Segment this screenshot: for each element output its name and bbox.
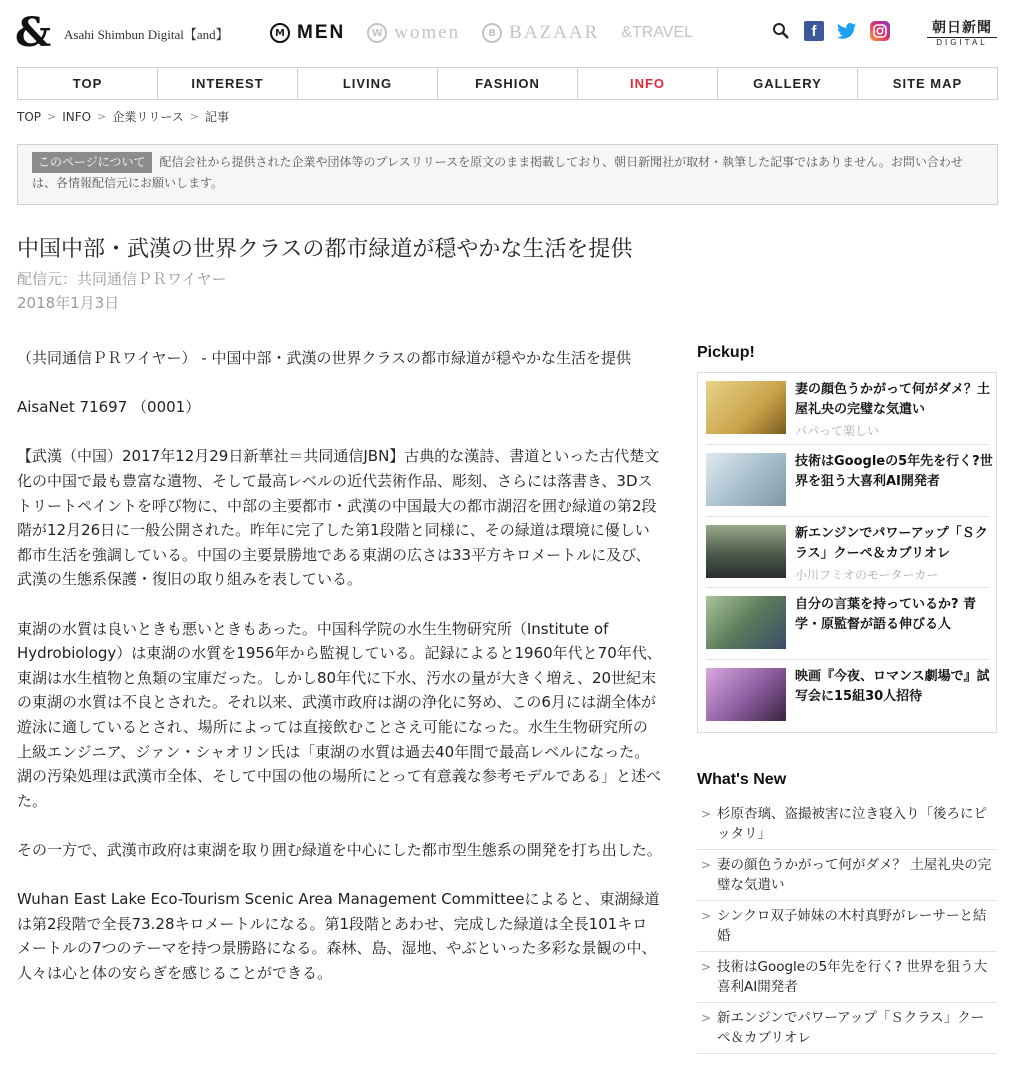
chevron-right-icon: > (47, 110, 57, 123)
logo-text[interactable]: Asahi Shimbun Digital【and】 (64, 27, 229, 42)
article-paragraph: 【武漢（中国）2017年12月29日新華社＝共同通信JBN】古典的な漢詩、書道といった古代楚文化の中国で最も豊富な遺物、そして最高レベルの近代芸術作品、彫刻、さらには落書き、3Dストリートペイントを呼び物に、中部の主要都市・武漢の中国最大の都市湖沼を囲む緑道の第2段階が12月26日に一般公開された。昨年に完了した第1段階と同様に、その緑道は環境に優しい都市生活を強調している。中国の主要景勝地である東湖の広さは33平方キロメートルに及び、武漢の生態系保護・復旧の取り組みを表している。 (17, 447, 660, 589)
whatsnew-title[interactable]: 杉原杏璃、盗撮被害に泣き寝入り「後ろにピッタリ」 (717, 806, 987, 842)
whatsnew-title[interactable]: 技術はGoogleの5年先を行く? 世界を狙う大喜利AI開発者 (717, 959, 988, 995)
pickup-item[interactable] (706, 445, 993, 517)
brand-women-link[interactable] (367, 22, 460, 44)
article-paragraph: その一方で、武漢市政府は東湖を取り囲む緑道を中心にした都市型生態系の開発を打ち出した。 (17, 840, 662, 859)
pickup-item[interactable] (706, 588, 988, 660)
whatsnew-list (697, 799, 997, 1054)
search-icon[interactable] (771, 21, 791, 41)
instagram-icon[interactable] (870, 21, 890, 41)
pickup-thumbnail[interactable] (706, 381, 786, 434)
asahi-logo-en: DIGITAL (927, 37, 997, 47)
article-title: 中国中部・武漢の世界クラスの都市緑道が穏やかな生活を提供 (17, 237, 633, 262)
twitter-icon[interactable] (837, 21, 857, 41)
chevron-right-icon: > (701, 858, 712, 872)
brand-label: BAZAAR (509, 22, 600, 43)
pickup-title[interactable]: 妻の顔色うかがって何がダメ？土屋礼央の完璧な気遣い (795, 382, 991, 417)
chevron-right-icon: > (97, 110, 107, 123)
page-notice (17, 144, 998, 205)
chevron-right-icon: > (189, 110, 199, 123)
brand-nav (270, 18, 715, 48)
pickup-thumbnail[interactable] (706, 453, 786, 506)
pickup-title[interactable]: 映画『今夜、ロマンス劇場で』試写会に15組30人招待 (795, 669, 990, 705)
whatsnew-item[interactable] (697, 952, 997, 1003)
and-logo[interactable]: & (15, 9, 52, 56)
header-icons (771, 21, 903, 41)
article-date: 2018年1月3日 (17, 294, 120, 312)
menu-item-top[interactable]: TOP (18, 68, 158, 99)
menu-item-info[interactable]: INFO (578, 68, 718, 99)
chevron-right-icon: > (701, 807, 712, 821)
men-circle-icon: M (270, 23, 290, 43)
article-paragraph: AisaNet 71697 （0001） (17, 398, 201, 417)
women-circle-icon: W (367, 23, 387, 43)
pickup-title[interactable]: 技術はGoogleの5年先を行く?世界を狙う大喜利AI開発者 (795, 453, 993, 489)
whatsnew-title[interactable]: 新エンジンでパワーアップ「Ｓクラス」クーペ＆カブリオレ (717, 1010, 985, 1046)
whatsnew-item[interactable] (697, 799, 997, 850)
article-source: 配信元：共同通信ＰＲワイヤー (17, 270, 227, 288)
brand-bazaar-link[interactable] (482, 22, 599, 44)
chevron-right-icon: > (701, 909, 712, 923)
brand-men-link[interactable] (270, 22, 345, 44)
pickup-title[interactable]: 自分の言葉を持っているか? 青学・原監督が語る伸びる人 (795, 597, 977, 633)
bazaar-circle-icon: B (482, 23, 502, 43)
site-header (0, 0, 1009, 66)
brand-label: &TRAVEL (621, 24, 694, 41)
menu-item-sitemap[interactable]: SITE MAP (892, 76, 963, 91)
facebook-icon[interactable]: f (804, 21, 824, 41)
pickup-source: パパって楽しい (795, 424, 880, 438)
article-paragraph: （共同通信ＰＲワイヤー） - 中国中部・武漢の世界クラスの都市緑道が穏やかな生活を提供 (17, 349, 632, 367)
asahi-digital-logo[interactable] (927, 20, 997, 47)
pickup-source: 小川フミオのモーターカー (795, 567, 939, 582)
chevron-right-icon: > (701, 960, 712, 974)
article-paragraph: 東湖の水質は良いときも悪いときもあった。中国科学院の水生生物研究所（Institute of Hydrobiology）は東湖の水質を1956年から監視している。記録によると1960年代と70年代、東湖は水生植物と魚類の宝庫だった。しかし80年代に下水、汚水の量が大きく増え、20世紀末の東湖の水質は不良とされた。それ以来、武漢市政府は湖の浄化に努め、この6月には湖全体が遊泳に適しているとされ、場所によっては直接飲むことさえ可能になった。水生生物研究所の上級エンジニア、ジァン・シャオリン氏は「東湖の水質は過去40年間で最高レベルになった。湖の汚染処理は武漢市全体、そして中国の他の場所にとって有意義な参考モデルである」と述べた。 (17, 619, 662, 810)
whatsnew-item[interactable] (697, 901, 997, 952)
brand-label: women (394, 22, 461, 43)
notice-tag: このページについて (32, 152, 152, 173)
chevron-right-icon: > (701, 1011, 712, 1025)
menu-item-living[interactable]: LIVING (298, 68, 438, 99)
whatsnew-title[interactable]: 妻の顔色うかがって何がダメ？ 土屋礼央の完璧な気遣い (717, 857, 992, 893)
whatsnew-heading: What's New (697, 771, 787, 788)
pickup-list (697, 372, 997, 733)
notice-text: 配信会社から提供された企業や団体等のプレスリリースを原文のまま掲載しており、朝日新聞社が取材・執筆した記事ではありません。お問い合わせは、各情報配信元にお願いします。 (32, 155, 963, 190)
whatsnew-title[interactable]: シンクロ双子姉妹の木村真野がレーサーと結婚 (717, 908, 987, 944)
main-menu (17, 67, 998, 100)
brand-travel-link[interactable] (621, 24, 693, 42)
breadcrumb-article: 記事 (204, 110, 229, 124)
pickup-title[interactable]: 新エンジンでパワーアップ「Ｓクラス」クーペ＆カブリオレ (795, 525, 988, 561)
menu-item-fashion[interactable]: FASHION (438, 68, 578, 99)
pickup-thumbnail[interactable] (706, 668, 786, 721)
breadcrumb (17, 108, 229, 125)
pickup-thumbnail[interactable] (706, 596, 786, 649)
whatsnew-item[interactable] (697, 1003, 997, 1054)
breadcrumb-releases[interactable]: 企業リリース (112, 110, 184, 124)
pickup-thumbnail[interactable] (706, 525, 786, 578)
menu-item-gallery[interactable]: GALLERY (718, 68, 858, 99)
asahi-logo-jp: 朝日新聞 (932, 20, 992, 36)
pickup-item[interactable] (706, 517, 988, 589)
article-paragraph: Wuhan East Lake Eco-Tourism Scenic Area Management Committeeによると、東湖緑道は第2段階で全長73.28キロメートルになる。第1段階とあわせ、完成した緑道は全長101キロメートルの7つのテーマを持つ景勝路になる。森林、島、湿地、やぶといった多彩な景観の中、人々は心と体の安らぎを感じることができる。 (17, 890, 660, 982)
pickup-heading: Pickup! (697, 344, 755, 361)
breadcrumb-top[interactable]: TOP (17, 109, 42, 124)
whatsnew-item[interactable] (697, 850, 997, 901)
pickup-item[interactable] (706, 373, 991, 445)
breadcrumb-info[interactable]: INFO (62, 109, 92, 124)
article-body (17, 346, 662, 1010)
brand-label: MEN (297, 22, 346, 43)
pickup-item[interactable] (706, 660, 988, 732)
menu-item-interest[interactable]: INTEREST (158, 68, 298, 99)
